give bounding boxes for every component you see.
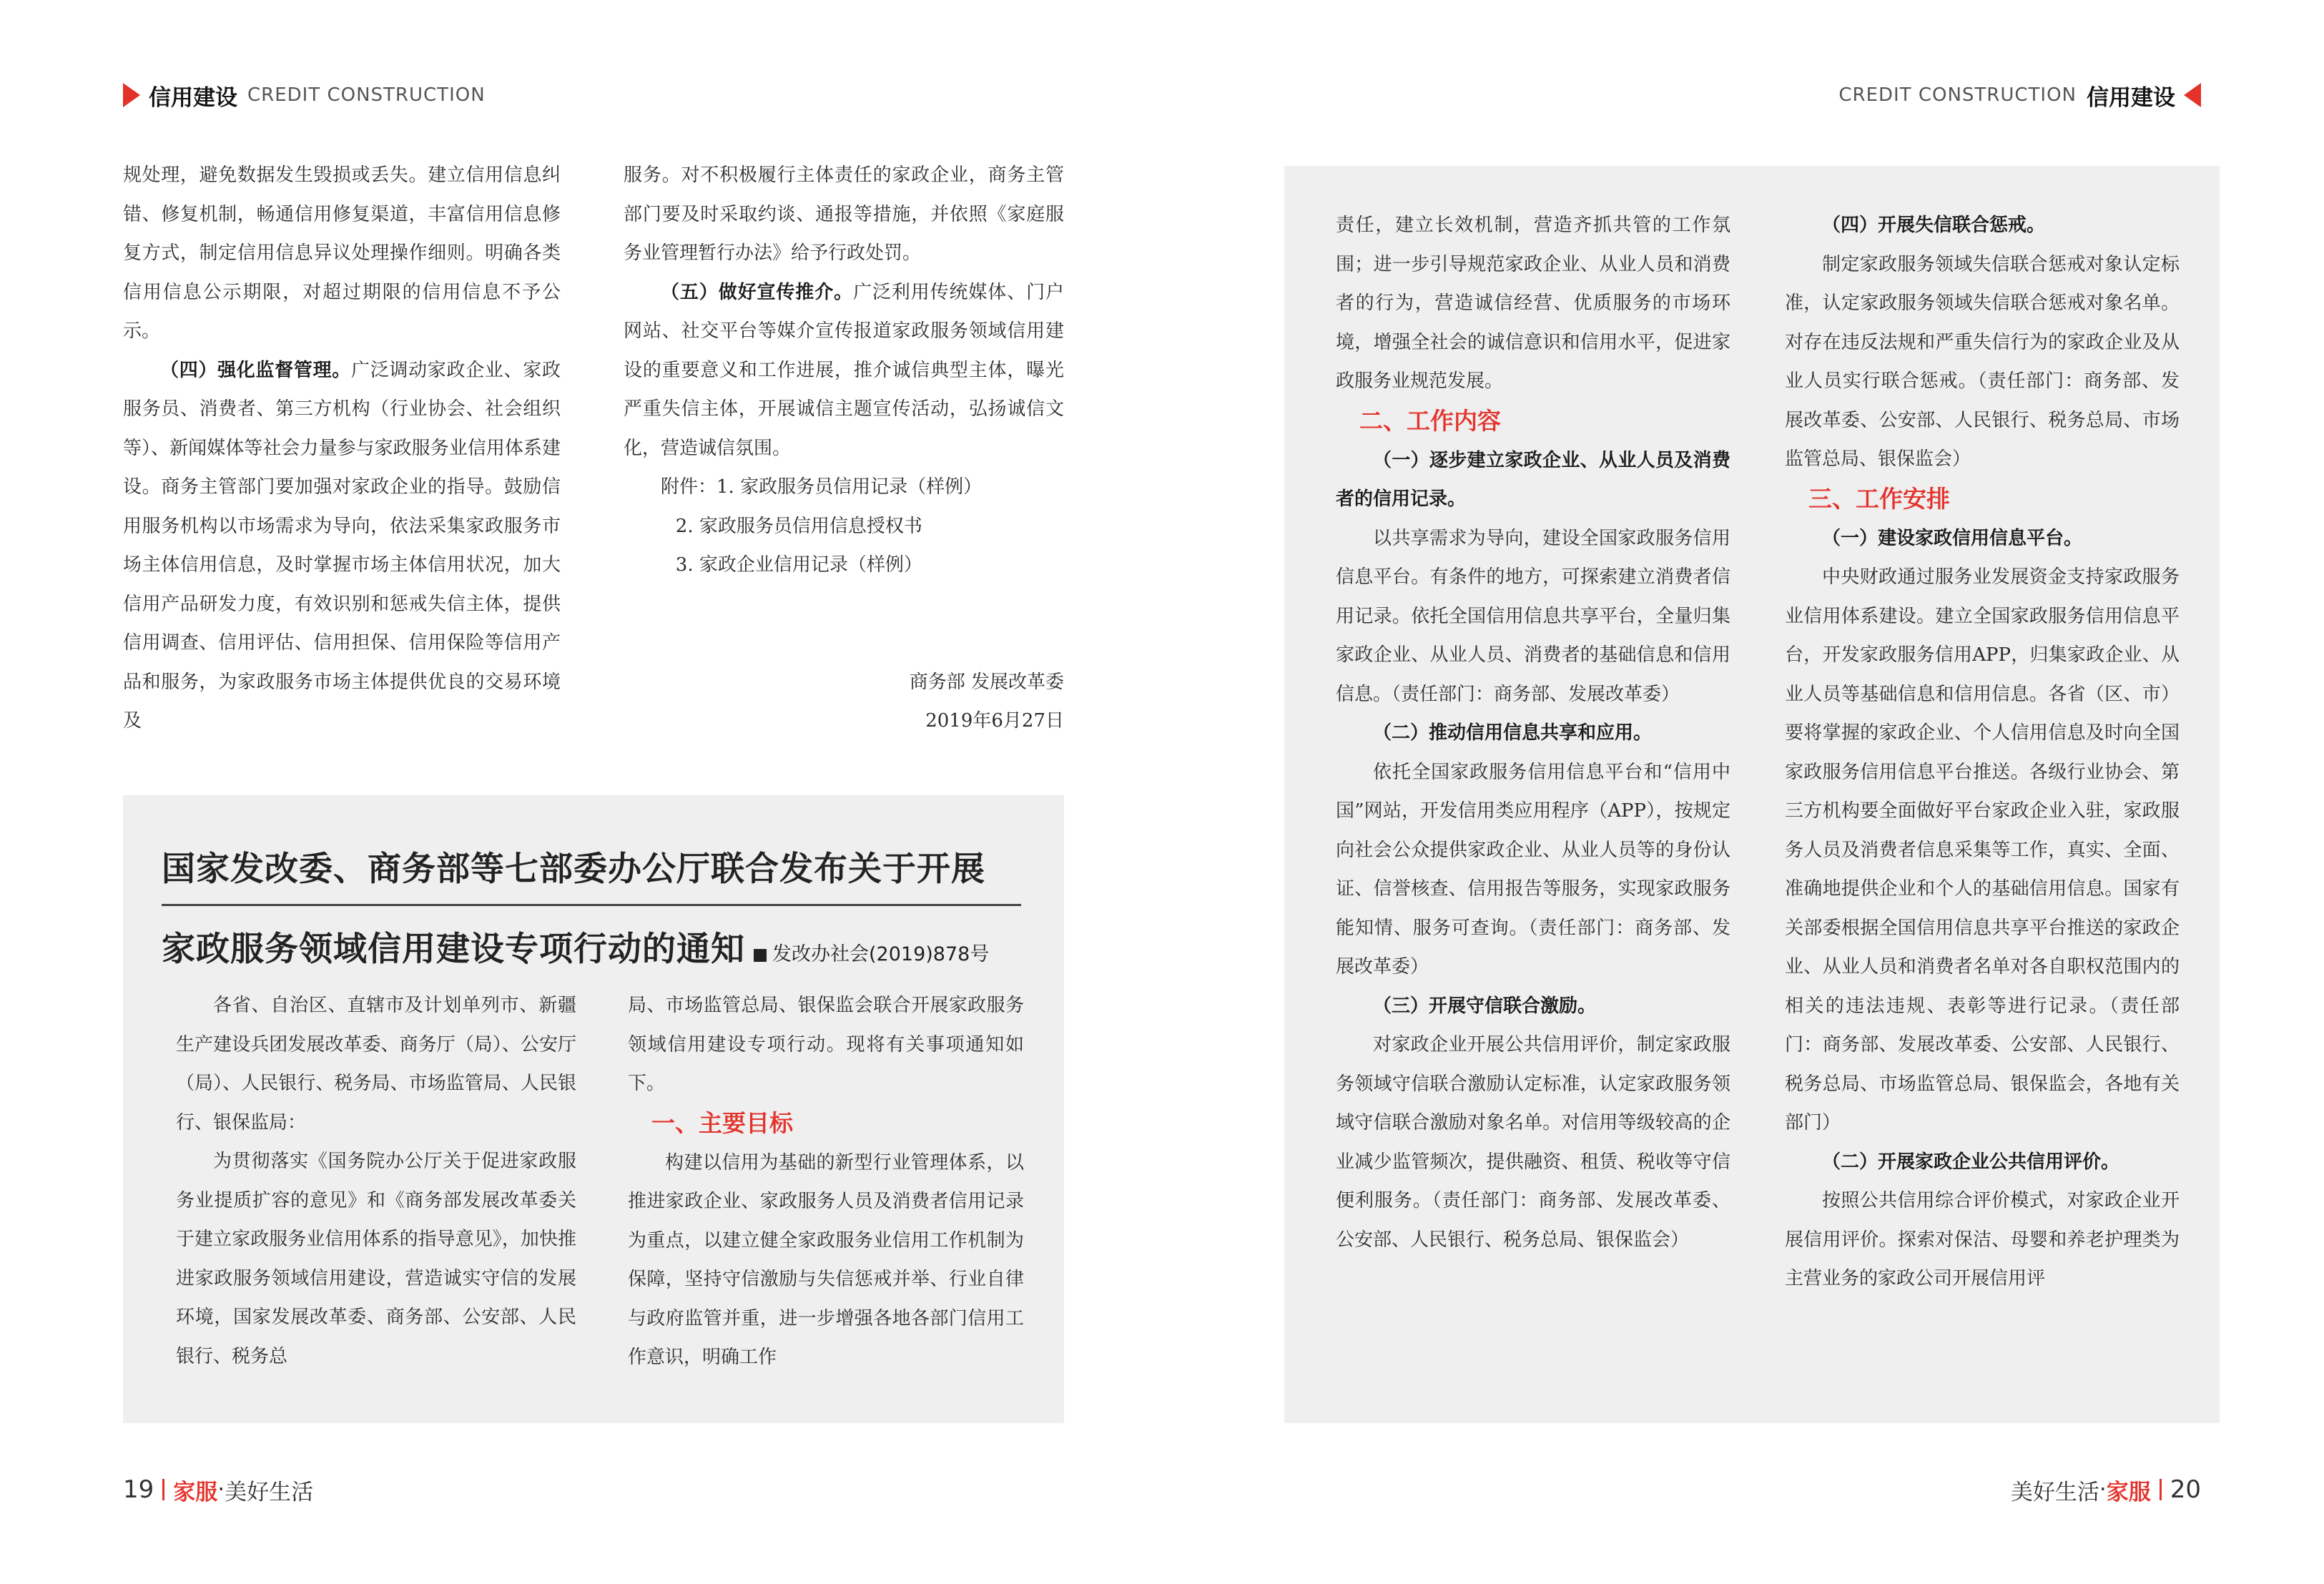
notice-title-line-2 [162, 923, 989, 970]
triangle-marker-icon [123, 83, 140, 107]
square-bullet-icon [754, 949, 767, 962]
folio-right [2011, 1473, 2201, 1506]
subsection-heading: （四）开展失信联合惩戒。 [1822, 215, 2046, 236]
subsection-heading: （一）建设家政信用信息平台。 [1822, 527, 2083, 549]
body-paragraph: 为贯彻落实《国务院办公厅关于促进家政服务业提质扩容的意见》和《商务部发展改革委关于建立家政服务业信用体系的指导意见》，加快推进家政服务领域信用建设，营造诚实守信的发展环境，国家发展改革委、商务部、公安部、人民银行、税务总 [176, 1151, 576, 1367]
section-title-cn: 信用建设 [2087, 84, 2175, 111]
section-heading: 二、工作内容 [1359, 406, 1501, 435]
issue-date: 2019年6月27日 [925, 710, 1064, 732]
notice-column-1 [176, 986, 576, 1376]
section-heading: （五）做好宣传推介。 [661, 281, 853, 303]
document-number-text: 发改办社会(2019)878号 [772, 943, 990, 965]
signatory: 商务部 发展改革委 [909, 671, 1064, 693]
body-paragraph: 按照公共信用综合评价模式，对家政企业开展信用评价。探索对保洁、母婴和养老护理类为主营业务的家政公司开展信用评 [1785, 1190, 2180, 1289]
subsection-heading: （二）推动信用信息共享和应用。 [1373, 722, 1653, 744]
magazine-slogan: 美好生活 [225, 1479, 314, 1505]
body-paragraph: 依托全国家政服务信用信息平台和“信用中国”网站，开发信用类应用程序（APP），按规定向社会公众提供家政企业、从业人员等的身份认证、信誉核查、信用报告等服务，实现家政服务能知情、服务可查询。（责任部门：商务部、发展改革委） [1336, 761, 1730, 978]
magazine-slogan: 美好生活 [2010, 1479, 2099, 1505]
body-paragraph: 构建以信用为基础的新型行业管理体系，以推进家政企业、家政服务人员及消费者信用记录为重点，以建立健全家政服务业信用工作机制为保障，坚持守信激励与失信惩戒并举、行业自律与政府监管并重，进一步增强各地各部门信用工作意识，明确工作 [628, 1151, 1024, 1368]
right-page-column-1 [1336, 206, 1730, 1259]
body-paragraph: 服务。对不积极履行主体责任的家政企业，商务主管部门要及时采取约谈、通报等措施，并依照《家庭服务业管理暂行办法》给予行政处罚。 [624, 164, 1064, 264]
folio-divider [2160, 1479, 2162, 1500]
section-paragraph [123, 351, 561, 741]
section-heading: （四）强化监督管理。 [160, 359, 351, 381]
section-title-en: CREDIT CONSTRUCTION [247, 84, 486, 106]
section-title-en: CREDIT CONSTRUCTION [1838, 84, 2077, 106]
section-body: 广泛利用传统媒体、门户网站、社交平台等媒介宣传报道家政服务领域信用建设的重要意义和工作进展，推介诚信典型主体，曝光严重失信主体，开展诚信主题宣传活动，弘扬诚信文化，营造诚信氛围。 [624, 281, 1064, 459]
magazine-brand: 家服 [173, 1479, 218, 1505]
page-number: 19 [123, 1475, 154, 1504]
body-paragraph: 责任，建立长效机制，营造齐抓共管的工作氛围；进一步引导规范家政企业、从业人员和消费者的行为，营造诚信经营、优质服务的市场环境，增强全社会的诚信意识和信用水平，促进家政服务业规范发展。 [1336, 215, 1730, 392]
body-paragraph: 局、市场监管总局、银保监会联合开展家政服务领域信用建设专项行动。现将有关事项通知如下。 [628, 995, 1024, 1094]
section-paragraph [624, 273, 1064, 468]
document-number [754, 943, 989, 965]
body-paragraph: 以共享需求为导向，建设全国家政服务信用信息平台。有条件的地方，可探索建立消费者信用记录。依托全国信用信息共享平台，全量归集家政企业、从业人员、消费者的基础信息和信用信息。（责任部门：商务部、发展改革委） [1336, 527, 1730, 705]
brand-dot: · [217, 1477, 225, 1502]
body-paragraph: 对家政企业开展公共信用评价，制定家政服务领域守信联合激励认定标准，认定家政服务领域守信联合激励对象名单。对信用等级较高的企业减少监管频次，提供融资、租赁、税收等守信便利服务。（责任部门：商务部、发展改革委、公安部、人民银行、税务总局、银保监会） [1336, 1034, 1730, 1251]
notice-title-line-1: 国家发改委、商务部等七部委办公厅联合发布关于开展 [162, 850, 985, 889]
body-paragraph: 制定家政服务领域失信联合惩戒对象认定标准，认定家政服务领域失信联合惩戒对象名单。对存在违反法规和严重失信行为的家政企业及从业人员实行联合惩戒。（责任部门：商务部、发展改革委、公安部、人民银行、税务总局、市场监管总局、银保监会） [1785, 253, 2180, 470]
subsection-heading: （二）开展家政企业公共信用评价。 [1822, 1151, 2120, 1173]
section-heading: 三、工作安排 [1808, 484, 1950, 513]
triangle-marker-icon [2184, 83, 2201, 107]
body-paragraph: 各省、自治区、直辖市及计划单列市、新疆生产建设兵团发展改革委、商务厅（局）、公安厅（局）、人民银行、税务局、市场监管局、人民银行、银保监局： [176, 995, 576, 1133]
attachment-line: 2. 家政服务员信用信息授权书 [675, 515, 922, 537]
attachment-line: 3. 家政企业信用记录（样例） [675, 554, 922, 576]
folio-divider [162, 1479, 164, 1500]
right-page-column-2 [1785, 206, 2180, 1299]
left-page-column-1 [123, 156, 561, 741]
page-number: 20 [2170, 1475, 2201, 1504]
subsection-heading: （三）开展守信联合激励。 [1373, 995, 1597, 1017]
title-divider [162, 904, 1021, 906]
notice-column-2 [628, 986, 1024, 1377]
magazine-brand: 家服 [2106, 1479, 2151, 1505]
left-page-column-2 [624, 156, 1064, 741]
running-header-left [123, 77, 486, 113]
section-title-cn: 信用建设 [149, 84, 237, 111]
running-header-right [1838, 77, 2201, 113]
body-paragraph: 中央财政通过服务业发展资金支持家政服务业信用体系建设。建立全国家政服务信用信息平台，开发家政服务信用APP，归集家政企业、从业人员等基础信息和信用信息。各省（区、市）要将掌握的家政企业、个人信用信息及时向全国家政服务信用信息平台推送。各级行业协会、第三方机构要全面做好平台家政企业入驻，家政服务人员及消费者信息采集等工作，真实、全面、准确地提供企业和个人的基础信用信息。国家有关部委根据全国信用信息共享平台推送的家政企业、从业人员和消费者名单对各自职权范围内的相关的违法违规、表彰等进行记录。（责任部门：商务部、发展改革委、公安部、人民银行、税务总局、市场监管总局、银保监会，各地有关部门） [1785, 566, 2180, 1133]
folio-left [123, 1473, 313, 1506]
brand-dot: · [2099, 1477, 2107, 1502]
subsection-heading: （一）逐步建立家政企业、从业人员及消费者的信用记录。 [1336, 449, 1730, 510]
section-heading: 一、主要目标 [651, 1108, 793, 1137]
attachment-line: 附件：1. 家政服务员信用记录（样例） [661, 476, 983, 498]
notice-title-text: 家政服务领域信用建设专项行动的通知 [162, 930, 745, 969]
section-body: 广泛调动家政企业、家政服务员、消费者、第三方机构（行业协会、社会组织等）、新闻媒体等社会力量参与家政服务业信用体系建设。商务主管部门要加强对家政企业的指导。鼓励信用服务机构以市场需求为导向，依法采集家政服务市场主体信用信息，及时掌握市场主体信用状况，加大信用产品研发力度，有效识别和惩戒失信主体，提供信用调查、信用评估、信用担保、信用保险等信用产品和服务，为家政服务市场主体提供优良的交易环境及 [123, 359, 561, 732]
body-paragraph: 规处理，避免数据发生毁损或丢失。建立信用信息纠错、修复机制，畅通信用修复渠道，丰富信用信息修复方式，制定信用信息异议处理操作细则。明确各类信用信息公示期限，对超过期限的信用信息不予公示。 [123, 164, 561, 342]
